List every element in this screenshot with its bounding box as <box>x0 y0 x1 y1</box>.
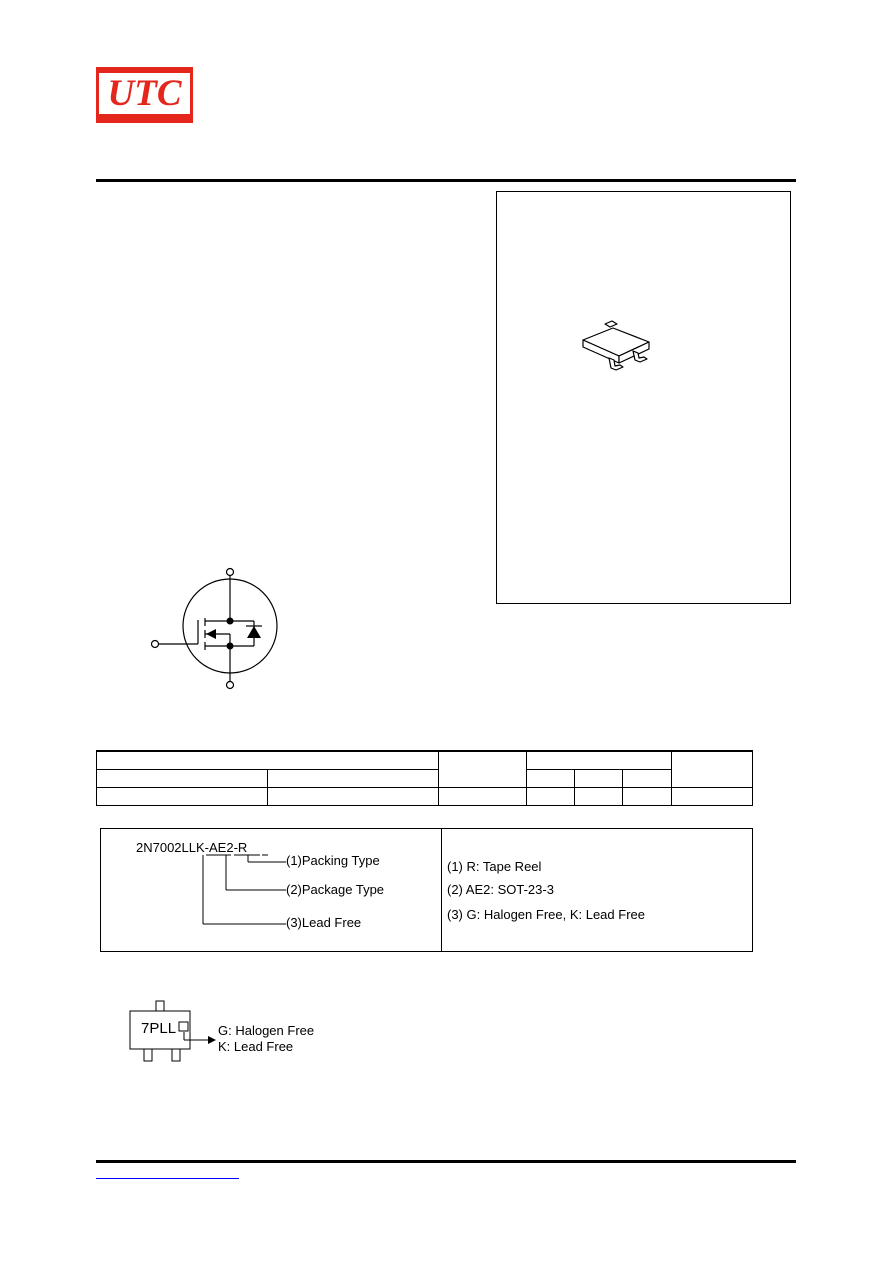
table-cell <box>623 770 672 788</box>
utc-logo <box>96 67 193 123</box>
table-cell <box>97 751 439 770</box>
marking-legend-halogen: G: Halogen Free <box>218 1023 315 1038</box>
table-header-row <box>97 751 753 770</box>
table-cell <box>97 770 268 788</box>
sot23-package-icon <box>579 318 659 378</box>
note-package: (2) AE2: SOT-23-3 <box>447 882 554 897</box>
mosfet-symbol-icon <box>146 564 286 690</box>
footer-rule <box>96 1160 796 1163</box>
table-cell <box>527 770 575 788</box>
table-cell <box>267 788 439 806</box>
ordering-table <box>96 750 753 806</box>
header-rule <box>96 179 796 182</box>
callout-lines <box>191 847 291 929</box>
marking-legend-lead: K: Lead Free <box>218 1039 294 1054</box>
table-cell <box>575 770 623 788</box>
website-link[interactable] <box>96 1178 239 1179</box>
table-cell <box>672 788 753 806</box>
decoder-divider <box>441 829 442 951</box>
callout-lead-free: (3)Lead Free <box>286 915 362 930</box>
table-cell <box>97 788 268 806</box>
table-row <box>97 788 753 806</box>
note-packing: (1) R: Tape Reel <box>447 859 542 874</box>
part-number: 2N7002LLK-AE2-R <box>136 840 248 855</box>
package-box <box>496 191 791 604</box>
table-cell <box>527 788 575 806</box>
table-cell <box>267 770 439 788</box>
part-number-decoder <box>100 828 753 952</box>
table-subheader-row <box>97 770 753 788</box>
marking-code: 7PLL <box>141 1020 177 1037</box>
logo-inner <box>99 73 190 114</box>
callout-packing-type: (1)Packing Type <box>286 853 380 868</box>
callout-package-type: (2)Package Type <box>286 882 385 897</box>
table-cell <box>672 751 753 788</box>
table-cell <box>439 788 527 806</box>
note-lead-free: (3) G: Halogen Free, K: Lead Free <box>447 907 645 922</box>
table-cell <box>575 788 623 806</box>
table-cell <box>527 751 672 770</box>
logo-text: UTC <box>107 73 182 114</box>
table-cell <box>439 751 527 788</box>
table-cell <box>623 788 672 806</box>
